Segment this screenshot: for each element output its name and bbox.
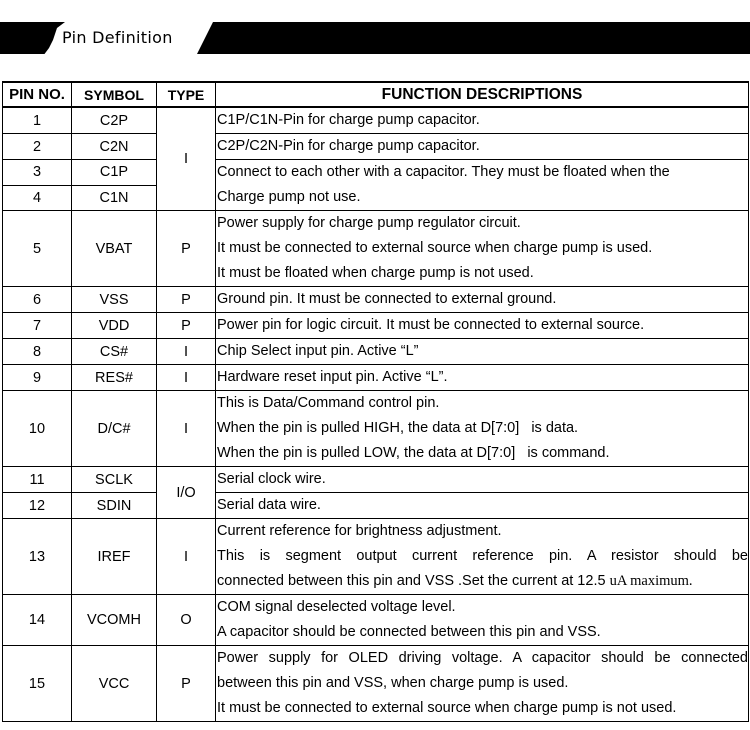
pin-symbol: RES# xyxy=(72,365,157,391)
header-function-descriptions: FUNCTION DESCRIPTIONS xyxy=(216,82,749,107)
pin-description: This is Data/Command control pin. When the pin is pulled HIGH, the data at D[7:0] is data. When the pin is pulled LOW, the data at D[7:0] is command. xyxy=(216,391,749,467)
pin-description: C2P/C2N-Pin for charge pump capacitor. xyxy=(216,134,749,160)
header-type: TYPE xyxy=(157,82,216,107)
pin-symbol: C1P xyxy=(72,160,157,186)
pin-description: COM signal deselected voltage level. A capacitor should be connected between this pin and VSS. xyxy=(216,595,749,646)
pin-number: 6 xyxy=(3,287,72,313)
pin-type: I xyxy=(157,519,216,595)
table-row xyxy=(3,211,749,287)
pin-number: 5 xyxy=(3,211,72,287)
pin-symbol: D/C# xyxy=(72,391,157,467)
pin-definition-table xyxy=(2,81,749,722)
table-row xyxy=(3,339,749,365)
pin-number: 8 xyxy=(3,339,72,365)
pin-type: P xyxy=(157,287,216,313)
pin-description: Charge pump not use. xyxy=(216,185,749,211)
pin-number: 12 xyxy=(3,493,72,519)
pin-symbol: SCLK xyxy=(72,467,157,493)
pin-number: 7 xyxy=(3,313,72,339)
pin-description: Connect to each other with a capacitor. They must be floated when the xyxy=(216,160,749,186)
pin-number: 4 xyxy=(3,185,72,211)
pin-description: Serial clock wire. xyxy=(216,467,749,493)
pin-symbol: VBAT xyxy=(72,211,157,287)
pin-type: I xyxy=(157,365,216,391)
pin-description: Ground pin. It must be connected to external ground. xyxy=(216,287,749,313)
table-row xyxy=(3,160,749,186)
table-row xyxy=(3,365,749,391)
pin-number: 15 xyxy=(3,646,72,722)
table-row xyxy=(3,595,749,646)
pin-number: 1 xyxy=(3,107,72,134)
pin-type: I xyxy=(157,107,216,211)
pin-symbol: VSS xyxy=(72,287,157,313)
pin-symbol: IREF xyxy=(72,519,157,595)
section-title: Pin Definition xyxy=(62,28,173,47)
pin-type: I/O xyxy=(157,467,216,519)
table-row xyxy=(3,519,749,595)
pin-number: 11 xyxy=(3,467,72,493)
pin-symbol: VCOMH xyxy=(72,595,157,646)
pin-type: O xyxy=(157,595,216,646)
pin-description: Chip Select input pin. Active “L” xyxy=(216,339,749,365)
header-row xyxy=(3,82,749,107)
table-row xyxy=(3,391,749,467)
table-row xyxy=(3,467,749,493)
pin-type: P xyxy=(157,211,216,287)
table-row xyxy=(3,313,749,339)
table-row xyxy=(3,134,749,160)
pin-description: C1P/C1N-Pin for charge pump capacitor. xyxy=(216,107,749,134)
table-row xyxy=(3,107,749,134)
pin-symbol: VCC xyxy=(72,646,157,722)
table-row xyxy=(3,646,749,722)
pin-symbol: C1N xyxy=(72,185,157,211)
pin-description: Serial data wire. xyxy=(216,493,749,519)
pin-type: P xyxy=(157,313,216,339)
pin-type: I xyxy=(157,339,216,365)
pin-symbol: SDIN xyxy=(72,493,157,519)
pin-symbol: C2P xyxy=(72,107,157,134)
pin-number: 9 xyxy=(3,365,72,391)
pin-description: Current reference for brightness adjustment. This is segment output current reference pin. A resistor should be connected between this pin and VSS .Set the current at 12.5 uA maximum. xyxy=(216,519,749,595)
pin-symbol: C2N xyxy=(72,134,157,160)
table-row xyxy=(3,493,749,519)
pin-number: 14 xyxy=(3,595,72,646)
pin-symbol: CS# xyxy=(72,339,157,365)
header-symbol: SYMBOL xyxy=(72,82,157,107)
pin-description: Power pin for logic circuit. It must be connected to external source. xyxy=(216,313,749,339)
pin-description: Power supply for OLED driving voltage. A capacitor should be connected between this pin and VSS, when charge pump is used. It must be connected to external source when charge pump is not used. xyxy=(216,646,749,722)
pin-number: 3 xyxy=(3,160,72,186)
pin-number: 2 xyxy=(3,134,72,160)
pin-type: P xyxy=(157,646,216,722)
pin-description: Power supply for charge pump regulator circuit. It must be connected to external source when charge pump is used. It must be floated when charge pump is not used. xyxy=(216,211,749,287)
header-pin-no: PIN NO. xyxy=(3,82,72,107)
pin-number: 10 xyxy=(3,391,72,467)
table-row xyxy=(3,185,749,211)
pin-symbol: VDD xyxy=(72,313,157,339)
pin-description: Hardware reset input pin. Active “L”. xyxy=(216,365,749,391)
pin-type: I xyxy=(157,391,216,467)
table-row xyxy=(3,287,749,313)
pin-number: 13 xyxy=(3,519,72,595)
